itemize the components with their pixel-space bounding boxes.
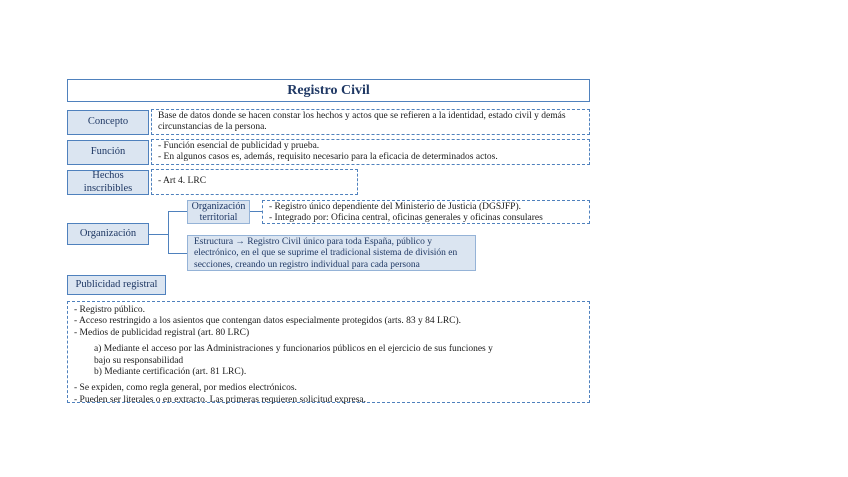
estructura-line-1: Estructura → Registro Civil único para toda España, público y — [194, 237, 432, 247]
concepto-label: Concepto — [67, 110, 149, 135]
publicidad-line-3: - Medios de publicidad registral (art. 80 LRC) — [74, 327, 250, 338]
publicidad-line-6: b) Mediante certificación (art. 81 LRC). — [94, 366, 247, 377]
hechos-label — [67, 170, 149, 195]
page-title: Registro Civil — [67, 79, 590, 102]
estructura-line-2: electrónico, en el que se suprime el tradicional sistema de división en — [194, 248, 458, 259]
territorial-text-line-2: - Integrado por: Oficina central, oficinas generales y oficinas consulares — [269, 213, 543, 224]
publicidad-line-7: - Se expiden, como regla general, por medios electrónicos. — [74, 383, 297, 394]
organizacion-territorial-label — [187, 200, 250, 224]
territorial-label-line-2: territorial — [199, 212, 238, 223]
territorial-text-line-1: - Registro único dependiente del Ministerio de Justicia (DGSJFP). — [269, 202, 521, 212]
organizacion-connector — [149, 234, 168, 235]
organizacion-bracket — [168, 211, 169, 253]
publicidad-line-8: - Pueden ser literales o en extracto. Las primeras requieren solicitud expresa. — [74, 394, 367, 405]
estructura-box — [187, 235, 476, 271]
organizacion-branch-bottom — [168, 253, 187, 254]
funcion-line-1: - Función esencial de publicidad y prueba. — [158, 141, 320, 151]
organizacion-territorial-text — [262, 200, 590, 224]
funcion-text — [151, 139, 590, 165]
funcion-label: Función — [67, 140, 149, 165]
hechos-text — [151, 169, 358, 195]
concepto-text — [151, 109, 590, 135]
publicidad-line-4: a) Mediante el acceso por las Administraciones y funcionarios públicos en el ejercicio de sus funciones y — [94, 344, 493, 355]
territorial-label-line-1: Organización — [191, 201, 246, 212]
publicidad-line-1: - Registro público. — [74, 305, 145, 315]
estructura-line-3: secciones, creando un registro individual para cada persona — [194, 259, 420, 270]
hechos-label-line-2: inscribibles — [83, 182, 133, 194]
organizacion-label: Organización — [67, 223, 149, 245]
publicidad-text — [67, 301, 590, 403]
hechos-label-line-1: Hechos — [92, 170, 124, 182]
concepto-text-line-2: circunstancias de la persona. — [158, 122, 267, 133]
hechos-text-value: - Art 4. LRC — [158, 176, 207, 187]
publicidad-line-5: bajo su responsabilidad — [94, 355, 184, 366]
publicidad-label: Publicidad registral — [67, 275, 166, 295]
funcion-line-2: - En algunos casos es, además, requisito necesario para la eficacia de determinados actos. — [158, 152, 498, 163]
organizacion-branch-top — [168, 211, 187, 212]
concepto-text-line-1: Base de datos donde se hacen constar los hechos y actos que se refieren a la identidad, estado civil y demás — [158, 111, 566, 121]
publicidad-line-2: - Acceso restringido a los asientos que contengan datos especialmente protegidos (arts. 83 y 84 LRC). — [74, 316, 462, 327]
territorial-connector — [250, 211, 262, 212]
